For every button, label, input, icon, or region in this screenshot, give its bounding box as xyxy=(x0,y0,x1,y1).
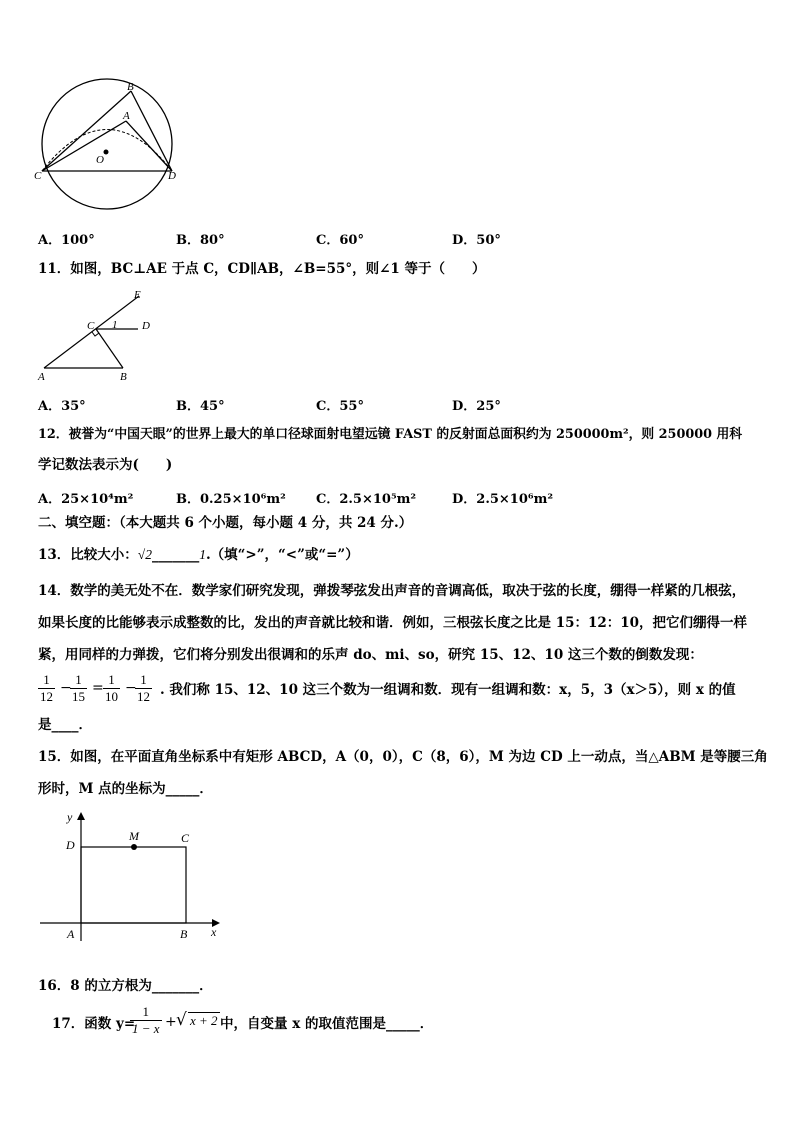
q15-label-x: x xyxy=(211,925,217,939)
q11-option-a: A．35° xyxy=(38,399,86,414)
q14-minus: − xyxy=(125,680,137,696)
q12-option-c: C．2.5×10⁵m² xyxy=(316,492,417,507)
q15-label-B: B xyxy=(180,927,188,941)
q15-label-A: A xyxy=(67,927,75,941)
q10-option-d: D．50° xyxy=(452,233,501,248)
q14-minus: − xyxy=(60,680,72,696)
q14-equals: = xyxy=(92,680,104,696)
q15-label-y: y xyxy=(67,810,73,824)
label-D: D xyxy=(168,170,176,182)
q16-question: 16．8 的立方根为_______． xyxy=(38,978,213,994)
q14-fraction-1-15: $\frac{1}{15}$ xyxy=(72,672,85,704)
q13-one: 1 xyxy=(199,547,206,562)
label-A: A xyxy=(123,110,130,122)
q11-option-b: B．45° xyxy=(176,399,225,414)
q15-label-D: D xyxy=(66,838,75,852)
q10-circle-figure xyxy=(30,78,190,228)
q14-fraction-1-10: $\frac{1}{10}$ xyxy=(105,672,118,704)
q17-fraction: $\frac{1}{1 - x}$ xyxy=(132,1004,160,1036)
q13-prefix: 13．比较大小： xyxy=(38,547,138,563)
q14-line4: . 我们称 15、12、10 这三个数为一组调和数．现有一组调和数：x，5，3（x＞5），则 x 的值 xyxy=(160,682,736,698)
q13-sqrt2: √2 xyxy=(137,547,152,562)
q15-line1: 15．如图，在平面直角坐标系中有矩形 ABCD，A（0，0），C（8，6），M 为边 CD 上一动点，当△ABM 是等腰三角 xyxy=(38,749,768,765)
q14-line5: 是____． xyxy=(38,717,92,733)
q12-question-line1: 12．被誉为“中国天眼”的世界上最大的单口径球面射电望远镜 FAST 的反射面总面积约为 250000m²，则 250000 用科 xyxy=(38,427,743,442)
q11-option-c: C．55° xyxy=(316,399,364,414)
q11-option-d: D．25° xyxy=(452,399,501,414)
label-C: C xyxy=(34,170,42,182)
q12-option-a: A．25×10⁴m² xyxy=(38,492,134,507)
q14-line3: 紧，用同样的力弹拨，它们将分别发出很调和的乐声 do、mi、so，研究 15、12、10 这三个数的倒数发现： xyxy=(38,647,703,663)
q15-label-M: M xyxy=(129,829,139,843)
q12-option-b: B．0.25×10⁶m² xyxy=(176,492,286,507)
q15-coordinate-figure xyxy=(30,806,230,946)
q13-suffix: .（填“>”，“<”或“=”） xyxy=(205,547,359,563)
q17-plus: + xyxy=(165,1014,177,1030)
q14-line1: 14．数学的美无处不在．数学家们研究发现，弹拨琴弦发出声音的音调高低，取决于弦的长度，绷得一样紧的几根弦， xyxy=(38,583,746,599)
q10-option-c: C．60° xyxy=(316,233,364,248)
q14-fraction-1-12b: $\frac{1}{12}$ xyxy=(137,672,150,704)
q11-label-1: 1 xyxy=(112,319,118,331)
q11-figure xyxy=(30,286,170,390)
section-fill-blank-heading: 二、填空题：（本大题共 6 个小题，每小题 4 分，共 24 分.） xyxy=(38,515,413,531)
q14-fraction-1-12: $\frac{1}{12}$ xyxy=(40,672,53,704)
q17-radicand: x + 2 xyxy=(190,1013,218,1028)
q10-option-b: B．80° xyxy=(176,233,225,248)
q11-label-C: C xyxy=(87,320,95,332)
q11-label-B: B xyxy=(120,371,127,383)
q11-question: 11．如图，BC⊥AE 于点 C，CD∥AB，∠B=55°，则∠1 等于（ ） xyxy=(38,261,486,277)
q10-option-a: A．100° xyxy=(38,233,95,248)
q11-label-D: D xyxy=(142,320,150,332)
q15-label-C: C xyxy=(181,831,190,845)
q12-question-line2: 学记数法表示为( ) xyxy=(38,457,173,473)
q13-question xyxy=(38,546,359,564)
q14-line2: 如果长度的比能够表示成整数的比，发出的声音就比较和谐．例如，三根弦长度之比是 15：12：10，把它们绷得一样 xyxy=(38,615,748,631)
q17-prefix: 17．函数 y= xyxy=(52,1016,136,1032)
q11-label-E: E xyxy=(134,289,141,301)
q11-label-A: A xyxy=(38,371,45,383)
label-B: B xyxy=(127,81,134,93)
label-O: O xyxy=(96,154,104,166)
q13-blank: _______ xyxy=(151,547,200,563)
q17-suffix: 中，自变量 x 的取值范围是_____． xyxy=(220,1016,434,1032)
q12-option-d: D．2.5×10⁶m² xyxy=(452,492,554,507)
q17-sqrt-sign: √ xyxy=(176,1010,187,1030)
q15-line2: 形时，M 点的坐标为_____． xyxy=(38,781,213,797)
